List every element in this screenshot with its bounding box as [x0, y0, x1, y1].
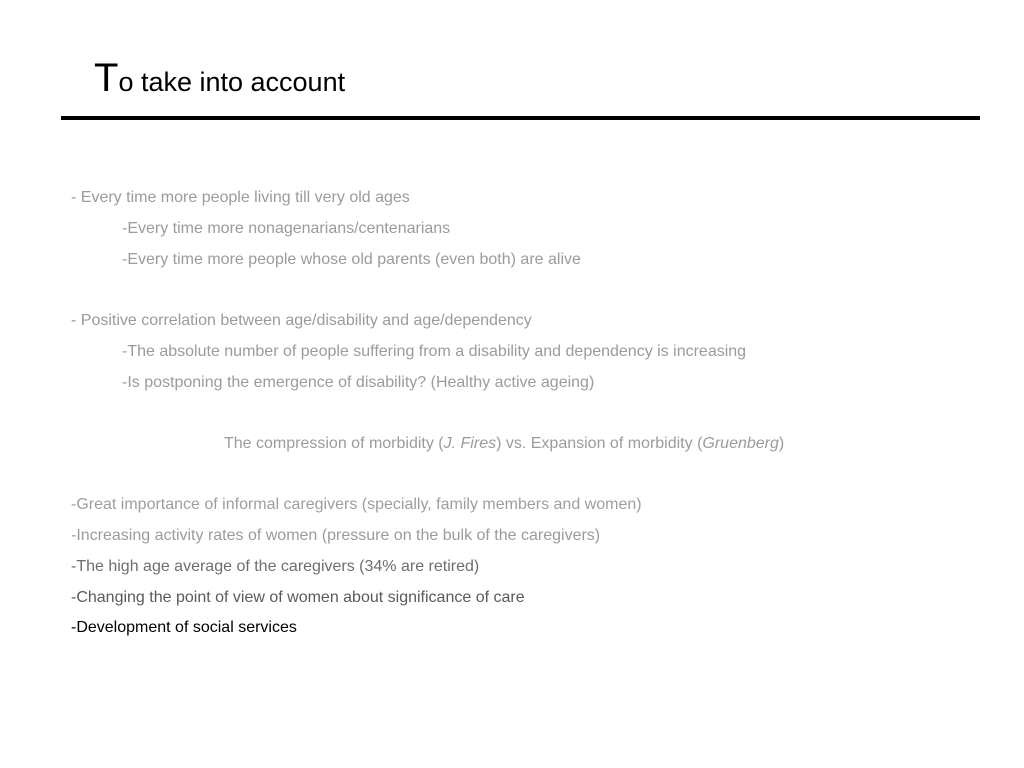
sub-bullet-postponing: -Is postponing the emergence of disability? (Healthy active ageing) [122, 374, 595, 391]
compression-author-fires: J. Fires [443, 435, 497, 452]
compression-text-part3: ) [778, 435, 785, 452]
compression-text-part1: The compression of morbidity ( [224, 435, 444, 452]
sub-bullet-nonagenarians: -Every time more nonagenarians/centenarians [122, 220, 451, 237]
point-activity-rates: -Increasing activity rates of women (pressure on the bulk of the caregivers) [71, 527, 601, 544]
point-women-view: -Changing the point of view of women about significance of care [71, 589, 525, 606]
sub-bullet-absolute-number: -The absolute number of people suffering from a disability and dependency is increasing [122, 343, 747, 360]
title-first-letter: T [94, 56, 119, 100]
sub-bullet-old-parents: -Every time more people whose old parents (even both) are alive [122, 251, 581, 268]
title-underline [61, 116, 980, 120]
point-caregiver-age: -The high age average of the caregivers (34% are retired) [71, 558, 480, 575]
point-social-services: -Development of social services [71, 619, 297, 636]
title-rest: o take into account [118, 67, 346, 97]
slide-title [94, 58, 345, 98]
compression-text-part2: ) vs. Expansion of morbidity ( [496, 435, 703, 452]
point-informal-caregivers: -Great importance of informal caregivers (specially, family members and women) [71, 496, 642, 513]
bullet-old-ages: - Every time more people living till very old ages [71, 189, 410, 206]
compression-of-morbidity-line [224, 434, 784, 454]
bullet-positive-correlation: - Positive correlation between age/disability and age/dependency [71, 312, 532, 329]
compression-author-gruenberg: Gruenberg [702, 435, 779, 452]
